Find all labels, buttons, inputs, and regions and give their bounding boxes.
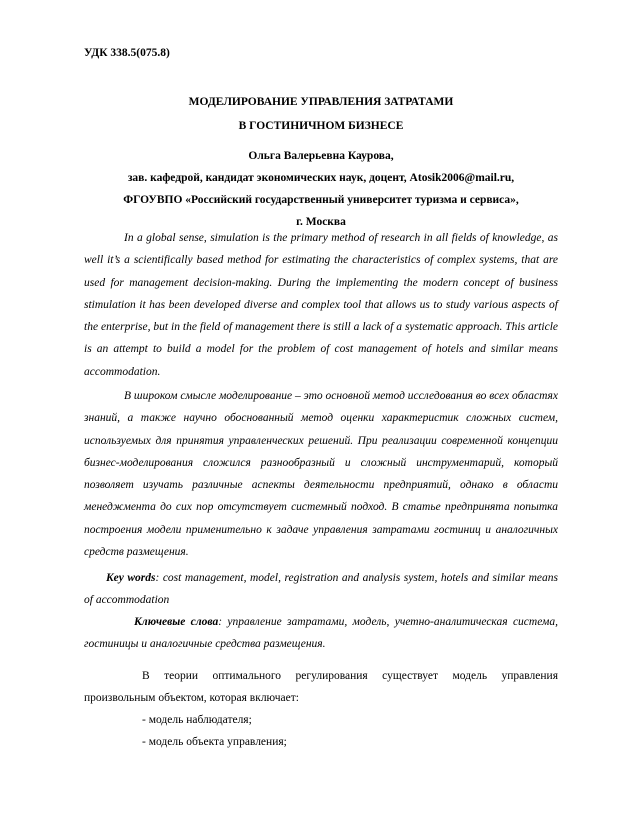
keywords-russian (84, 611, 558, 655)
keywords-russian-label: Ключевые слова (134, 616, 219, 628)
keywords-english-label: Key words (106, 572, 156, 584)
list-item: - модель наблюдателя; (142, 714, 252, 726)
title-line-1: МОДЕЛИРОВАНИЕ УПРАВЛЕНИЯ ЗАТРАТАМИ (188, 96, 454, 108)
abstract-english: In a global sense, simulation is the primary method of research in all fields of knowledge, as well it’s a scientifically based method for estimating the characteristics of complex systems, that are used for management decision-making. During the implementing the modern concept of business stimulation it has been developed diverse and complex tool that allows us to study various aspects of the enterprise, but in the field of management there is still a lack of a systematic approach. This article is an attempt to build a model for the problem of cost management of hotels and similar means accommodation. (84, 232, 558, 378)
body-intro: В теории оптимального регулирования существует модель управления произвольным объектом, которая включает: (84, 670, 558, 704)
author-position: зав. кафедрой, кандидат экономических наук, доцент, Atosik2006@mail.ru, (127, 172, 515, 184)
title-line-2: В ГОСТИНИЧНОМ БИЗНЕСЕ (238, 120, 404, 132)
author-name: Ольга Валерьевна Каурова, (248, 150, 394, 162)
keywords-russian-text: : управление затратами, модель, учетно-аналитическая система, гостиницы и аналогичные средства размещения. (84, 616, 558, 650)
abstract-russian: В широком смысле моделирование – это основной метод исследования во всех областях знаний, а также научно обоснованный метод оценки характеристик сложных систем, используемых для принятия управленческих решений. При реализации современной концепции бизнес-моделирования сложился разнообразный и сложный инструментарий, который позволяет изучать различные аспекты деятельности предприятий, однако в области менеджмента до сих пор отсутствует системный подход. В статье предпринята попытка построения модели применительно к задаче управления затратами гостиниц и аналогичных средств размещения. (84, 390, 558, 559)
udk-code: УДК 338.5(075.8) (84, 47, 170, 59)
keywords-english-text: : cost management, model, registration and analysis system, hotels and similar means of accommodation (84, 572, 559, 606)
author-city: г. Москва (296, 216, 346, 228)
keywords-english (84, 567, 558, 611)
author-affiliation: ФГОУВПО «Российский государственный университет туризма и сервиса», (123, 194, 519, 206)
list-item: - модель объекта управления; (142, 736, 287, 748)
